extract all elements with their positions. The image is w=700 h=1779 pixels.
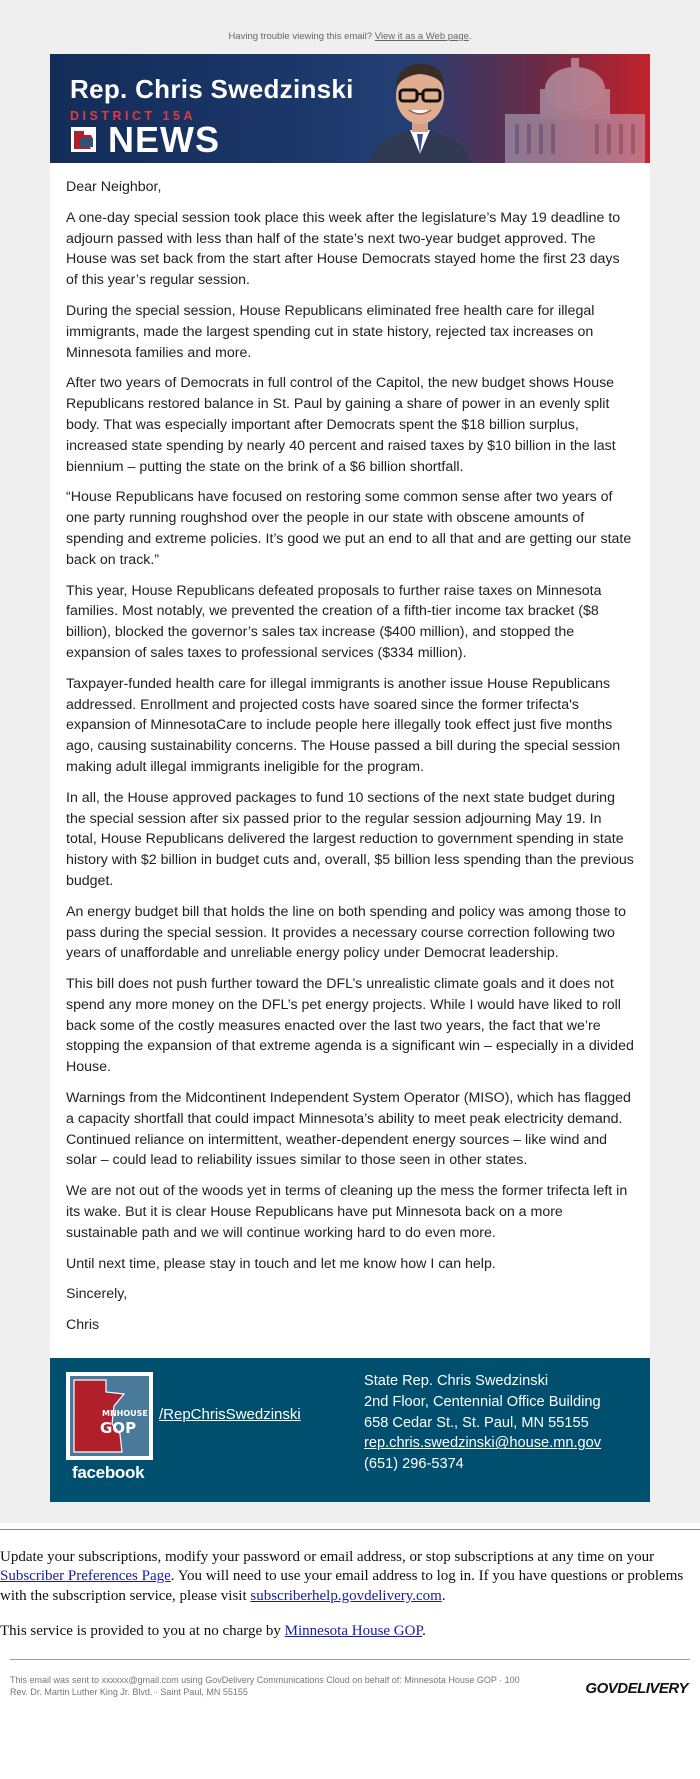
greeting: Dear Neighbor,: [66, 179, 162, 195]
trouble-text: Having trouble viewing this email?: [228, 31, 375, 42]
sent-to-notice: This email was sent to xxxxxx@gmail.com using GovDelivery Communications Cloud on behalf of: Minnesota House GOP · 100 Rev. Dr. Martin Luther King Jr. Blvd. · Saint Paul, MN 55155: [10, 1675, 520, 1697]
contact-office: 2nd Floor, Centennial Office Building: [364, 1393, 601, 1410]
email-card: [50, 54, 650, 1502]
closing-line: Until next time, please stay in touch and let me know how I can help.: [66, 1255, 496, 1272]
banner-news-word: NEWS: [108, 119, 220, 160]
header-banner: [50, 54, 650, 163]
contact-footer: [50, 1358, 650, 1502]
subs-text-b: . You will need to use your email address to log in. If you have questions or problems with the subscription service, please visit: [0, 1568, 684, 1604]
facebook-wordmark: facebook: [72, 1463, 145, 1483]
contact-block: [364, 1371, 601, 1475]
contact-name: State Rep. Chris Swedzinski: [364, 1373, 549, 1390]
service-text: This service is provided to you at no charge by: [0, 1622, 285, 1639]
divider: [0, 1529, 700, 1530]
paragraph: In all, the House approved packages to fund 10 sections of the next state budget during the special session after six passed prior to the regular session adjourning May 19. In total, House Republicans delivered the largest reduction to government spending in state history with $2 billion in budget cuts and, overall, $5 billion less spending than the previous budget.: [66, 789, 634, 889]
subscription-paragraph: [0, 1548, 700, 1606]
paragraph: This bill does not push further toward the DFL’s unrealistic climate goals and it does not spend any more money on the DFL’s pet energy projects. While I would have liked to roll back some of the costly measures enacted over the last two years, the fact that we’re stopping the expansion of that extreme agenda is a significant win – especially in a divided House.: [66, 976, 634, 1076]
capitol-building-graphic: [485, 54, 650, 163]
govdelivery-footer: [10, 1659, 690, 1715]
paragraph: Taxpayer-funded health care for illegal immigrants is another issue House Republicans addressed. Enrollment and projected costs have soared since the former trifecta's expansion of MinnesotaCare to include people here illegally took effect just five months ago, causing sustainability concerns. The House passed a bill during the special session making adult illegal immigrants ineligible for the program.: [66, 675, 621, 775]
svg-text:MNHOUSE: MNHOUSE: [102, 1409, 148, 1419]
paragraph: During the special session, House Republicans eliminated free health care for illegal immigrants, made the largest spending cut in state history, rejected tax increases on Minnesota families and more.: [66, 302, 595, 361]
representative-portrait: [365, 54, 475, 163]
service-paragraph: [0, 1622, 700, 1641]
paragraph: This year, House Republicans defeated proposals to further raise taxes on Minnesota families. Most notably, we prevented the creation of a fifth-tier income tax bracket ($8 billion), blocked the governor’s sales tax increase ($400 million), and stopped the expansion of sales taxes to professional services ($334 million).: [66, 582, 602, 661]
subscription-text: [0, 1548, 700, 1641]
paragraph: Warnings from the Midcontinent Independent System Operator (MISO), which has flagged a capacity shortfall that could impact Minnesota’s ability to meet peak electricity demand. Continued reliance on intermittent, weather-dependent energy sources – like wind and solar – could lead to reliability issues similar to those seen in other states.: [66, 1090, 631, 1169]
govdelivery-logo: GOVDELIVERY: [585, 1680, 688, 1698]
contact-address: 658 Cedar St., St. Paul, MN 55155: [364, 1414, 589, 1431]
banner-district: DISTRICT 15A: [70, 109, 197, 123]
mn-house-gop-logo: [66, 1372, 153, 1460]
trouble-viewing-line: [0, 30, 700, 44]
banner-title: Rep. Chris Swedzinski: [70, 74, 354, 104]
paragraph: An energy budget bill that holds the line on both spending and policy was among those to pass during the special session. It provides a necessary course correction following two years of unaffordable and unreliable energy policy under Democrat leadership.: [66, 903, 627, 962]
minnesota-house-gop-link[interactable]: Minnesota House GOP: [284, 1622, 423, 1639]
subscription-section: [0, 1523, 700, 1715]
contact-email-link[interactable]: rep.chris.swedzinski@house.mn.gov: [364, 1435, 602, 1452]
paragraph: After two years of Democrats in full control of the Capitol, the new budget shows House Republicans restored balance in St. Paul by gaining a share of power in an evenly split body. That was especially important after Democrats spent the $18 billion surplus, increased state spending by nearly 40 percent and raised taxes by $10 billion in the last biennium – putting the state on the brink of a $6 billion shortfall.: [66, 375, 616, 475]
paragraph: We are not out of the woods yet in terms of cleaning up the mess the former trifecta left in its wake. But it is clear House Republicans have put Minnesota back on a more sustainable path and we will continue working hard to do even more.: [66, 1183, 628, 1241]
facebook-page-link[interactable]: /RepChrisSwedzinski: [159, 1406, 301, 1424]
sign-off: Sincerely,: [66, 1286, 128, 1303]
service-period: .: [422, 1622, 426, 1639]
subs-text-c: .: [441, 1587, 446, 1604]
quote-paragraph: “House Republicans have focused on restoring some common sense after two years of one party running roughshod over the people in our state with obscene amounts of spending and extreme policies. It’s good we put an end to all that and are getting our state back on track.”: [66, 489, 632, 568]
mn-house-gop-small-logo: [71, 127, 96, 152]
signature-name: Chris: [66, 1317, 100, 1334]
trouble-period: .: [468, 31, 472, 42]
subscriber-preferences-link[interactable]: Subscriber Preferences Page: [0, 1568, 171, 1585]
letter-body: [50, 163, 650, 1358]
subscriber-help-link[interactable]: subscriberhelp.govdelivery.com: [250, 1587, 442, 1604]
subs-text-a: Update your subscriptions, modify your password or email address, or stop subscriptions at any time on your: [0, 1549, 655, 1566]
svg-text:GOP: GOP: [100, 1419, 137, 1438]
contact-phone: (651) 296-5374: [364, 1456, 464, 1473]
view-web-page-link[interactable]: View it as a Web page: [374, 31, 469, 42]
paragraph: A one-day special session took place this week after the legislature’s May 19 deadline to adjourn passed with less than half of the state’s next two-year budget approved. The House was set back from the start after House Democrats stayed home the first 23 days of this year’s regular session.: [66, 209, 621, 289]
